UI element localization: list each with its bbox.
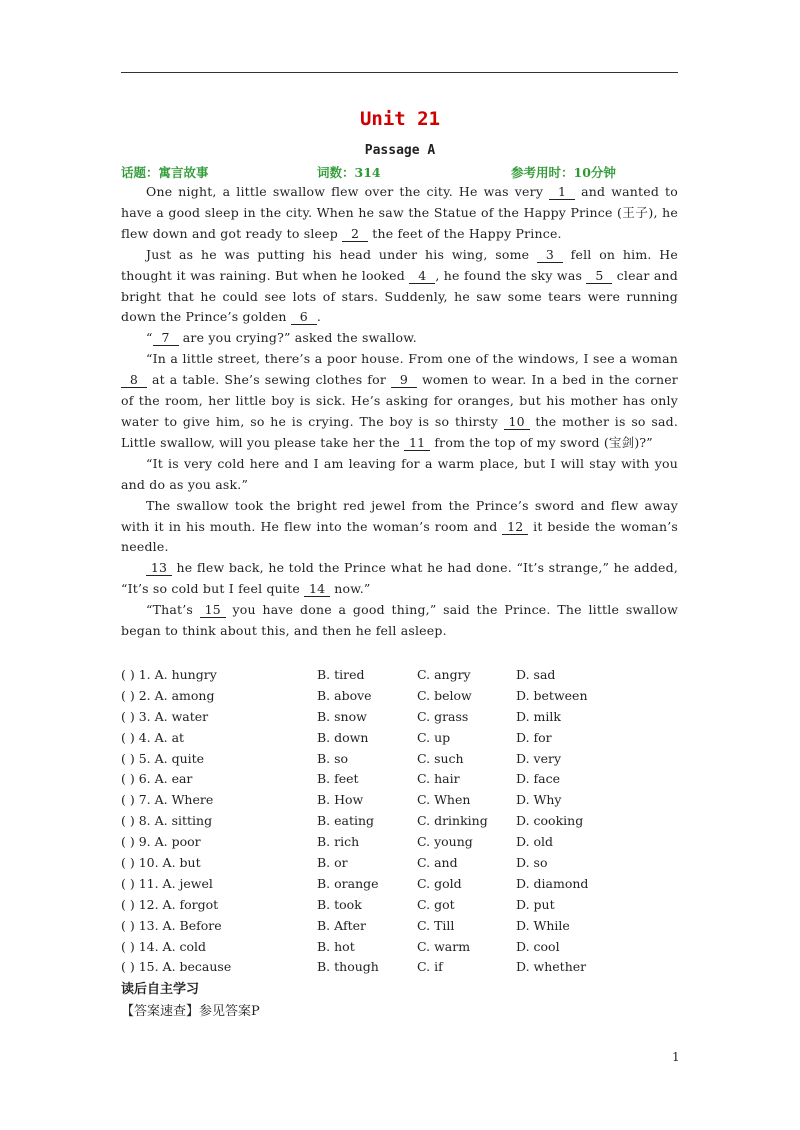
- question-option-c: C. drinking: [417, 813, 488, 829]
- word-count: 词数：314: [317, 165, 381, 180]
- question-option-d: D. diamond: [516, 875, 589, 891]
- question-option-a: ( ) 9. A. poor: [121, 834, 201, 850]
- question-option-b: B. orange: [317, 875, 379, 891]
- question-option-a: ( ) 1. A. hungry: [121, 667, 217, 682]
- question-option-c: C. Till: [417, 917, 455, 933]
- blank-10: 10: [504, 415, 530, 430]
- question-option-d: D. between: [516, 687, 588, 703]
- paragraph: The swallow took the bright red jewel from the Prince’s sword and flew away with it in his mouth. He flew into the woman’s room and 12 it beside the woman’s needle.: [121, 497, 678, 555]
- question-option-c: C. got: [417, 896, 455, 912]
- question-option-b: B. tired: [317, 667, 365, 682]
- question-option-c: C. below: [417, 687, 472, 703]
- question-option-a: ( ) 8. A. sitting: [121, 813, 213, 829]
- question-option-c: C. young: [417, 834, 473, 850]
- question-option-b: B. down: [317, 729, 369, 745]
- passage-text: [121, 182, 678, 642]
- blank-11: 11: [404, 436, 430, 451]
- question-option-b: B. so: [317, 750, 349, 766]
- blank-6: 6: [291, 310, 317, 325]
- paragraph: “In a little street, there’s a poor house. From one of the windows, I see a woman 8 at a table. She’s sewing clothes for 9 women to wear. In a bed in the corner of the room, her little boy is sick. He’s asking for oranges, but his mother has only water to give him, so he is crying. The boy is so thirsty 10 the mother is so sad. Little swallow, will you please take her the 11 from the top of my sword (宝剑)?”: [121, 351, 678, 450]
- question-option-a: ( ) 13. A. Before: [121, 917, 222, 933]
- question-row: [121, 956, 681, 977]
- question-option-b: B. feet: [317, 771, 359, 787]
- question-row: [121, 664, 681, 685]
- question-list: [121, 664, 681, 977]
- question-option-c: C. gold: [417, 875, 462, 891]
- blank-7: 7: [153, 331, 179, 346]
- answer-note: 【答案速查】参见答案P: [121, 1004, 260, 1019]
- paragraph: Just as he was putting his head under his wing, some 3 fell on him. He thought it was raining. But when he looked 4 , he found the sky was 5 clear and bright that he could see lots of stars. Suddenly, he saw some tears were running down the Prince’s golden 6 .: [121, 246, 678, 325]
- question-option-a: ( ) 11. A. jewel: [121, 875, 213, 891]
- time-label: 参考用时：10分钟: [511, 165, 616, 180]
- paragraph: “It is very cold here and I am leaving for a warm place, but I will stay with you and do as you ask.”: [121, 455, 678, 492]
- question-option-c: C. such: [417, 750, 464, 766]
- paragraph: “That’s 15 you have done a good thing,” said the Prince. The little swallow began to think about this, and then he fell asleep.: [121, 602, 679, 639]
- question-option-c: C. up: [417, 729, 451, 745]
- question-option-a: ( ) 7. A. Where: [121, 792, 214, 808]
- question-option-b: B. After: [317, 917, 366, 933]
- question-option-d: D. face: [516, 771, 561, 787]
- paragraph: “ 7 are you crying?” asked the swallow.: [146, 330, 417, 346]
- blank-4: 4: [409, 269, 435, 284]
- question-option-b: B. eating: [317, 813, 375, 829]
- unit-title: Unit 21: [359, 108, 441, 130]
- paragraph: One night, a little swallow flew over the city. He was very 1 and wanted to have a good sleep in the city. When he saw the Statue of the Happy Prince (王子), he flew down and got ready to sleep 2 the feet of the Happy Prince.: [121, 184, 678, 241]
- question-row: [121, 706, 681, 727]
- question-option-d: D. cool: [516, 938, 560, 954]
- passage-meta: [121, 163, 681, 183]
- question-option-c: C. if: [417, 959, 443, 975]
- question-row: [121, 685, 681, 706]
- question-row: [121, 768, 681, 789]
- question-row: [121, 831, 681, 852]
- question-option-d: D. Why: [516, 792, 562, 808]
- header-rule: [121, 72, 678, 73]
- question-option-a: ( ) 2. A. among: [121, 687, 215, 703]
- question-option-b: B. took: [317, 896, 362, 912]
- question-option-d: D. very: [516, 750, 562, 766]
- question-option-d: D. milk: [516, 708, 561, 724]
- question-row: [121, 748, 681, 769]
- question-row: [121, 852, 681, 873]
- question-option-a: ( ) 5. A. quite: [121, 750, 205, 766]
- question-option-a: ( ) 10. A. but: [121, 855, 201, 871]
- question-option-b: B. though: [317, 959, 379, 975]
- passage-title: Passage A: [364, 143, 436, 158]
- question-option-c: C. When: [417, 792, 471, 808]
- question-row: [121, 810, 681, 831]
- question-option-a: ( ) 3. A. water: [121, 708, 209, 724]
- question-option-b: B. hot: [317, 938, 355, 954]
- blank-5: 5: [586, 269, 612, 284]
- blank-1: 1: [549, 185, 575, 200]
- question-option-c: C. and: [417, 855, 458, 871]
- question-option-d: D. old: [516, 834, 554, 850]
- question-option-b: B. How: [317, 792, 364, 808]
- question-row: [121, 894, 681, 915]
- question-option-b: B. snow: [317, 708, 367, 724]
- paragraph: 13 he flew back, he told the Prince what he had done. “It’s strange,” he added, “It’s so cold but I feel quite 14 now.”: [121, 560, 678, 597]
- question-option-d: D. While: [516, 917, 570, 933]
- question-option-d: D. cooking: [516, 813, 584, 829]
- topic-label: 话题：寓言故事: [121, 165, 209, 180]
- question-option-c: C. warm: [417, 938, 471, 954]
- blank-14: 14: [304, 582, 330, 597]
- question-option-a: ( ) 15. A. because: [121, 959, 232, 975]
- page-number: 1: [672, 1050, 680, 1064]
- section-heading: 读后自主学习: [121, 982, 200, 997]
- blank-3: 3: [537, 248, 563, 263]
- blank-15: 15: [200, 603, 226, 618]
- blank-12: 12: [502, 520, 528, 535]
- question-option-b: B. above: [317, 687, 372, 703]
- question-option-c: C. angry: [417, 667, 471, 682]
- question-option-d: D. sad: [516, 667, 556, 682]
- question-option-a: ( ) 12. A. forgot: [121, 896, 219, 912]
- question-row: [121, 727, 681, 748]
- question-option-a: ( ) 6. A. ear: [121, 771, 193, 787]
- question-option-a: ( ) 4. A. at: [121, 729, 185, 745]
- blank-9: 9: [391, 373, 417, 388]
- question-row: [121, 789, 681, 810]
- question-option-d: D. whether: [516, 959, 587, 975]
- blank-2: 2: [342, 227, 368, 242]
- question-option-d: D. so: [516, 855, 548, 871]
- question-option-c: C. grass: [417, 708, 469, 724]
- blank-8: 8: [121, 373, 147, 388]
- question-option-d: D. put: [516, 896, 555, 912]
- question-row: [121, 915, 681, 936]
- blank-13: 13: [146, 561, 172, 576]
- question-option-c: C. hair: [417, 771, 460, 787]
- question-option-d: D. for: [516, 729, 552, 745]
- question-option-b: B. rich: [317, 834, 360, 850]
- question-option-b: B. or: [317, 855, 348, 871]
- question-row: [121, 936, 681, 957]
- question-option-a: ( ) 14. A. cold: [121, 938, 207, 954]
- question-row: [121, 873, 681, 894]
